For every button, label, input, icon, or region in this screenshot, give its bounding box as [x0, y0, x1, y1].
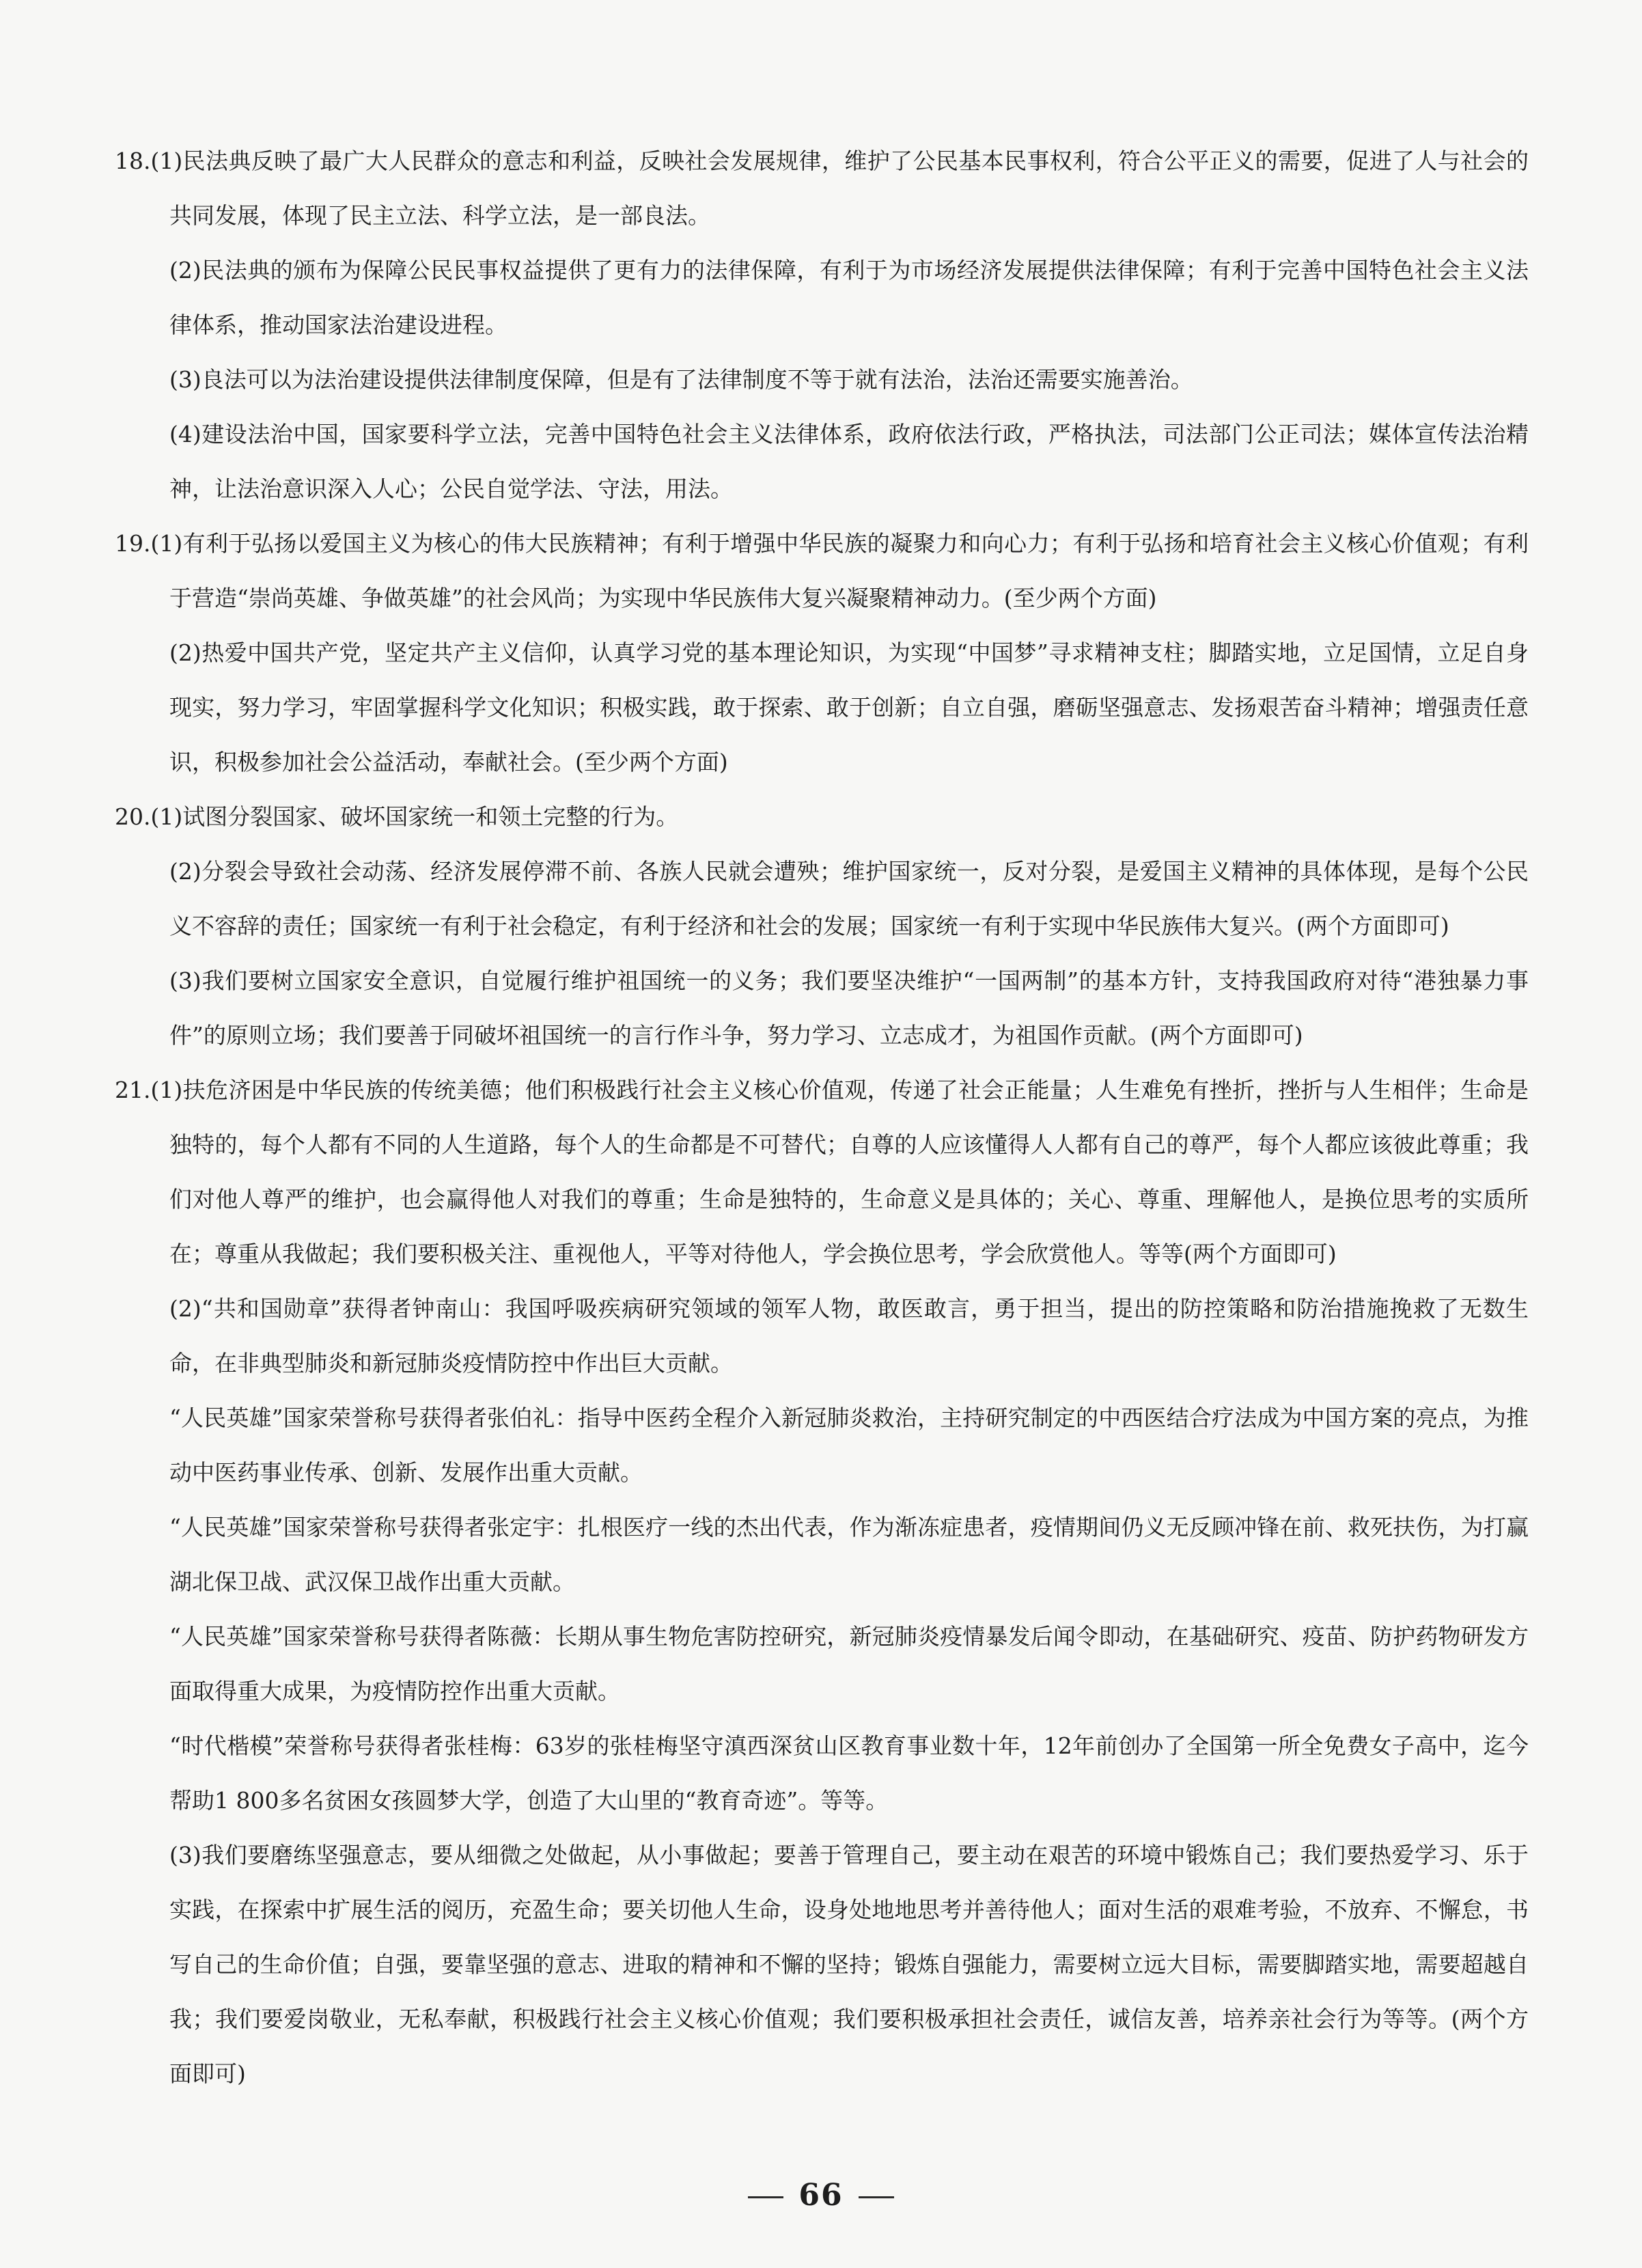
answer-21-1: 21.(1)扶危济困是中华民族的传统美德；他们积极践行社会主义核心价值观，传递了社会正能量；人生难免有挫折，挫折与人生相伴；生命是独特的，每个人都有不同的人生道路，每个人的生命都是不可替代；自尊的人应该懂得人人都有自己的尊严，每个人都应该彼此尊重；我们对他人尊严的维护，也会赢得他人对我们的尊重；生命是独特的，生命意义是具体的；关心、尊重、理解他人，是换位思考的实质所在；尊重从我做起；我们要积极关注、重视他人，平等对待他人，学会换位思考，学会欣赏他人。等等(两个方面即可)	[115, 1077, 1529, 1267]
page-number-right-dash	[859, 2196, 894, 2198]
answer-20-1: 20.(1)试图分裂国家、破坏国家统一和领土完整的行为。	[115, 803, 679, 830]
answer-21-2-zhang-guimei: “时代楷模”荣誉称号获得者张桂梅：63岁的张桂梅坚守滇西深贫山区教育事业数十年，12年前创办了全国第一所全免费女子高中，迄今帮助1 800多名贫困女孩圆梦大学，创造了大山里的“教育奇迹”。等等。	[169, 1732, 1529, 1814]
answer-21-2-zhang-dingyu: “人民英雄”国家荣誉称号获得者张定宇：扎根医疗一线的杰出代表，作为渐冻症患者，疫情期间仍义无反顾冲锋在前、救死扶伤，为打赢湖北保卫战、武汉保卫战作出重大贡献。	[169, 1514, 1529, 1595]
answer-21-2-chen-wei: “人民英雄”国家荣誉称号获得者陈薇：长期从事生物危害防控研究，新冠肺炎疫情暴发后闻令即动，在基础研究、疫苗、防护药物研发方面取得重大成果，为疫情防控作出重大贡献。	[169, 1623, 1529, 1704]
answer-20-2: (2)分裂会导致社会动荡、经济发展停滞不前、各族人民就会遭殃；维护国家统一，反对分裂，是爱国主义精神的具体体现，是每个公民义不容辞的责任；国家统一有利于社会稳定，有利于经济和社会的发展；国家统一有利于实现中华民族伟大复兴。(两个方面即可)	[169, 858, 1529, 939]
answer-18-3: (3)良法可以为法治建设提供法律制度保障，但是有了法律制度不等于就有法治，法治还需要实施善治。	[169, 366, 1193, 393]
answer-content	[115, 134, 1529, 2101]
page-number-value: 66	[798, 2178, 844, 2213]
answer-18-1: 18.(1)民法典反映了最广大人民群众的意志和利益，反映社会发展规律，维护了公民基本民事权利，符合公平正义的需要，促进了人与社会的共同发展，体现了民主立法、科学立法，是一部良法。	[115, 148, 1529, 229]
answer-19-2: (2)热爱中国共产党，坚定共产主义信仰，认真学习党的基本理论知识，为实现“中国梦”寻求精神支柱；脚踏实地，立足国情，立足自身现实，努力学习，牢固掌握科学文化知识；积极实践，敢于探索、敢于创新；自立自强，磨砺坚强意志、发扬艰苦奋斗精神；增强责任意识，积极参加社会公益活动，奉献社会。(至少两个方面)	[169, 639, 1529, 775]
answer-19-1: 19.(1)有利于弘扬以爱国主义为核心的伟大民族精神；有利于增强中华民族的凝聚力和向心力；有利于弘扬和培育社会主义核心价值观；有利于营造“崇尚英雄、争做英雄”的社会风尚；为实现中华民族伟大复兴凝聚精神动力。(至少两个方面)	[115, 530, 1529, 611]
answer-21-2-zhang-boli: “人民英雄”国家荣誉称号获得者张伯礼：指导中医药全程介入新冠肺炎救治，主持研究制定的中西医结合疗法成为中国方案的亮点，为推动中医药事业传承、创新、发展作出重大贡献。	[169, 1405, 1529, 1486]
page-number-left-dash	[748, 2196, 783, 2198]
answer-18-2: (2)民法典的颁布为保障公民民事权益提供了更有力的法律保障，有利于为市场经济发展提供法律保障；有利于完善中国特色社会主义法律体系，推动国家法治建设进程。	[169, 257, 1529, 338]
answer-20-3: (3)我们要树立国家安全意识，自觉履行维护祖国统一的义务；我们要坚决维护“一国两制”的基本方针，支持我国政府对待“港独暴力事件”的原则立场；我们要善于同破坏祖国统一的言行作斗争，努力学习、立志成才，为祖国作贡献。(两个方面即可)	[169, 967, 1529, 1049]
answer-21-2-zhong-nanshan: (2)“共和国勋章”获得者钟南山：我国呼吸疾病研究领域的领军人物，敢医敢言，勇于担当，提出的防控策略和防治措施挽救了无数生命，在非典型肺炎和新冠肺炎疫情防控中作出巨大贡献。	[169, 1295, 1529, 1377]
page-number	[0, 2178, 1642, 2213]
answer-21-3: (3)我们要磨练坚强意志，要从细微之处做起，从小事做起；要善于管理自己，要主动在艰苦的环境中锻炼自己；我们要热爱学习、乐于实践，在探索中扩展生活的阅历，充盈生命；要关切他人生命，设身处地地思考并善待他人；面对生活的艰难考验，不放弃、不懈怠，书写自己的生命价值；自强，要靠坚强的意志、进取的精神和不懈的坚持；锻炼自强能力，需要树立远大目标，需要脚踏实地，需要超越自我；我们要爱岗敬业，无私奉献，积极践行社会主义核心价值观；我们要积极承担社会责任，诚信友善，培养亲社会行为等等。(两个方面即可)	[169, 1842, 1529, 2087]
answer-18-4: (4)建设法治中国，国家要科学立法，完善中国特色社会主义法律体系，政府依法行政，严格执法，司法部门公正司法；媒体宣传法治精神，让法治意识深入人心；公民自觉学法、守法，用法。	[169, 421, 1529, 502]
